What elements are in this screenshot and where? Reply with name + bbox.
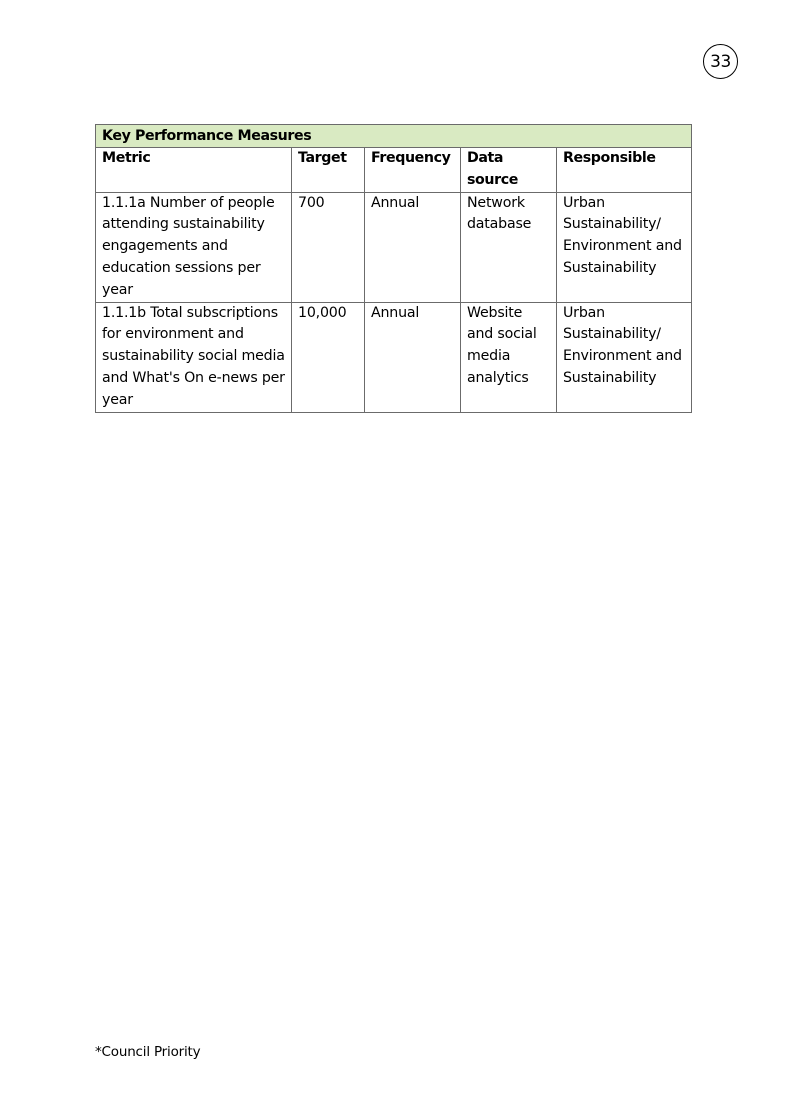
- table-row: [96, 192, 692, 302]
- header-metric: Metric: [96, 148, 292, 193]
- cell-frequency: Annual: [365, 302, 461, 412]
- page-number-badge: [703, 44, 738, 79]
- cell-metric: 1.1.1a Number of people attending sustainability engagements and education sessions per year: [96, 192, 292, 302]
- table-header-row: [96, 148, 692, 193]
- footnote: *Council Priority: [95, 1044, 201, 1060]
- table-row: [96, 302, 692, 412]
- table-caption-row: [96, 125, 692, 148]
- cell-data-source: Network database: [461, 192, 557, 302]
- header-data-source: Data source: [461, 148, 557, 193]
- cell-data-source: Website and social media analytics: [461, 302, 557, 412]
- header-frequency: Frequency: [365, 148, 461, 193]
- table-caption: Key Performance Measures: [96, 125, 692, 148]
- cell-frequency: Annual: [365, 192, 461, 302]
- cell-target: 700: [292, 192, 365, 302]
- page-number: 33: [710, 51, 731, 72]
- cell-target: 10,000: [292, 302, 365, 412]
- key-performance-measures-table: [95, 124, 692, 413]
- cell-metric: 1.1.1b Total subscriptions for environment and sustainability social media and What's On e-news per year: [96, 302, 292, 412]
- header-responsible: Responsible: [557, 148, 692, 193]
- header-target: Target: [292, 148, 365, 193]
- cell-responsible: Urban Sustainability/ Environment and Sustainability: [557, 302, 692, 412]
- cell-responsible: Urban Sustainability/ Environment and Sustainability: [557, 192, 692, 302]
